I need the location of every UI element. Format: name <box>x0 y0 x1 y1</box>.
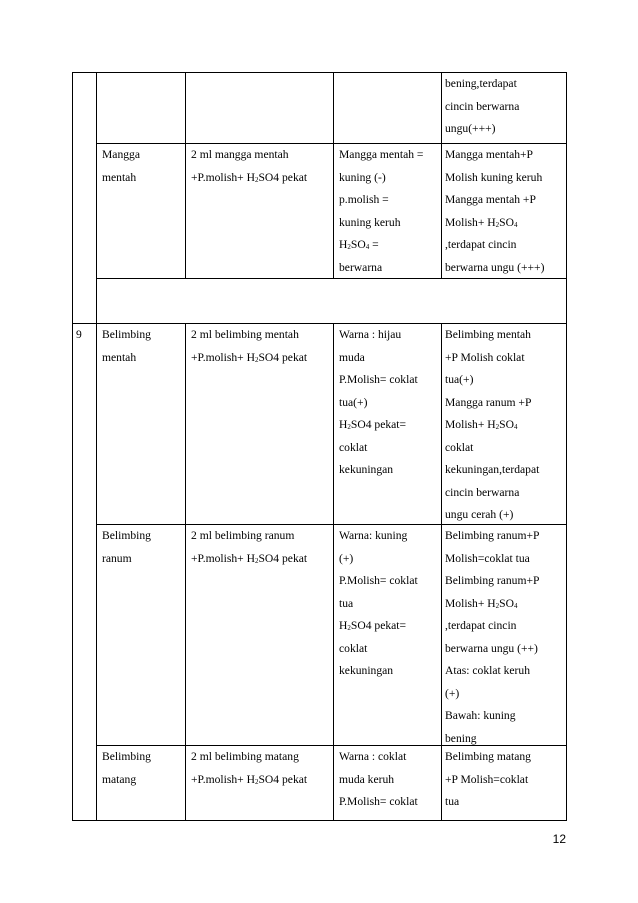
cell-line: Molish+ $H_2SO_4$ <box>445 215 518 229</box>
cell-line: ,terdapat cincin <box>445 619 517 632</box>
column-divider <box>96 72 97 820</box>
cell-line: $H_2SO4$ pekat= <box>339 418 407 431</box>
cell-line: +P.molish+ $H_2SO4$ pekat <box>191 772 308 786</box>
cell-line: +P.molish+ $H_2SO4$ pekat <box>191 551 308 565</box>
cell-sample <box>102 324 151 369</box>
cell-line: Belimbing <box>102 328 151 341</box>
results-table <box>72 72 566 820</box>
cell-line: tua(+) <box>445 373 474 386</box>
cell-sample <box>102 525 151 570</box>
cell-line: kuning (-) <box>339 170 386 184</box>
cell-line: +P Molish=coklat <box>445 772 529 786</box>
column-divider <box>185 323 186 820</box>
cell-line: +P.molish+ $H_2SO4$ pekat <box>191 170 308 184</box>
cell-observation <box>339 324 418 482</box>
cell-line: p.molish = <box>339 193 389 206</box>
cell-sample <box>102 746 151 791</box>
cell-line: bening <box>445 731 477 745</box>
cell-line: ungu(+++) <box>445 122 496 135</box>
cell-line: 2 ml belimbing ranum <box>191 529 295 542</box>
cell-line: kekuningan,terdapat <box>445 463 540 476</box>
cell-line: kekuningan <box>339 463 394 476</box>
cell-line: 2 ml belimbing mentah <box>191 328 299 341</box>
cell-line: coklat <box>339 641 368 655</box>
column-divider <box>333 72 334 278</box>
cell-result <box>445 525 539 750</box>
cell-line: tua <box>445 795 460 808</box>
cell-line: Bawah: kuning <box>445 709 516 722</box>
cell-line: Mangga mentah+P <box>445 148 534 161</box>
cell-line: Mangga mentah +P <box>445 193 536 206</box>
cell-line: mentah <box>102 350 137 364</box>
cell-line: 9 <box>76 328 82 341</box>
cell-line: $H_2SO4$ pekat= <box>339 619 407 632</box>
cell-line: kuning keruh <box>339 215 401 229</box>
cell-line: 2 ml belimbing matang <box>191 750 299 763</box>
cell-line: tua(+) <box>339 395 368 409</box>
cell-line: P.Molish= coklat <box>339 574 418 587</box>
cell-line: matang <box>102 772 137 786</box>
cell-observation <box>339 144 423 279</box>
cell-result <box>445 324 539 527</box>
cell-line: mentah <box>102 170 137 184</box>
column-divider <box>441 323 442 820</box>
cell-line: +P.molish+ $H_2SO4$ pekat <box>191 350 308 364</box>
cell-line: ,terdapat cincin <box>445 238 517 251</box>
cell-line: coklat <box>339 440 368 454</box>
cell-line: Mangga ranum +P <box>445 395 532 409</box>
cell-line: P.Molish= coklat <box>339 373 418 386</box>
cell-line: +P Molish coklat <box>445 350 525 364</box>
cell-observation <box>339 746 418 814</box>
cell-treatment <box>191 746 307 791</box>
cell-line: muda keruh <box>339 772 395 786</box>
cell-sample <box>102 144 140 189</box>
cell-result <box>445 746 531 814</box>
cell-line: berwarna ungu (++) <box>445 641 538 655</box>
cell-line: kekuningan <box>339 664 394 677</box>
cell-line: Molish kuning keruh <box>445 170 543 184</box>
cell-line: muda <box>339 350 365 364</box>
cell-treatment <box>191 144 307 189</box>
cell-treatment <box>191 324 307 369</box>
cell-line: Warna : coklat <box>339 750 407 763</box>
cell-result <box>445 73 519 141</box>
cell-line: Molish+ $H_2SO_4$ <box>445 418 518 431</box>
column-divider <box>333 323 334 820</box>
cell-line: (+) <box>445 686 460 700</box>
cell-line: Atas: coklat keruh <box>445 664 530 677</box>
cell-line: Mangga mentah = <box>339 148 424 161</box>
table-border-right <box>566 72 567 821</box>
cell-line: berwarna ungu (+++) <box>445 260 545 274</box>
page-number: 12 <box>552 832 566 846</box>
cell-line: bening,terdapat <box>445 77 517 90</box>
cell-line: Warna: kuning <box>339 529 408 542</box>
cell-line: ranum <box>102 551 132 565</box>
cell-line: Belimbing <box>102 529 151 542</box>
cell-line: P.Molish= coklat <box>339 795 418 808</box>
cell-line: 2 ml mangga mentah <box>191 148 289 161</box>
cell-line: coklat <box>445 440 474 454</box>
cell-line: Mangga <box>102 148 140 161</box>
cell-line: cincin berwarna <box>445 99 520 113</box>
cell-line: ungu cerah (+) <box>445 508 514 521</box>
cell-no <box>76 324 82 347</box>
cell-line: Belimbing mentah <box>445 328 531 341</box>
cell-line: Belimbing ranum+P <box>445 529 540 542</box>
cell-line: $H_2SO_4$ = <box>339 238 379 251</box>
cell-line: Belimbing <box>102 750 151 763</box>
cell-line: (+) <box>339 551 354 565</box>
cell-line: Molish+ $H_2SO_4$ <box>445 596 518 610</box>
cell-observation <box>339 525 418 683</box>
cell-line: Warna : hijau <box>339 328 402 341</box>
cell-line: berwarna <box>339 260 383 274</box>
column-divider <box>185 72 186 278</box>
cell-result <box>445 144 544 279</box>
cell-line: cincin berwarna <box>445 485 520 499</box>
cell-treatment <box>191 525 307 570</box>
table-border-left <box>72 72 73 820</box>
column-divider <box>441 72 442 278</box>
cell-line: Belimbing ranum+P <box>445 574 540 587</box>
table-border-bottom <box>72 820 566 821</box>
cell-line: Belimbing matang <box>445 750 531 763</box>
cell-line: Molish=coklat tua <box>445 551 530 565</box>
cell-line: tua <box>339 596 354 610</box>
